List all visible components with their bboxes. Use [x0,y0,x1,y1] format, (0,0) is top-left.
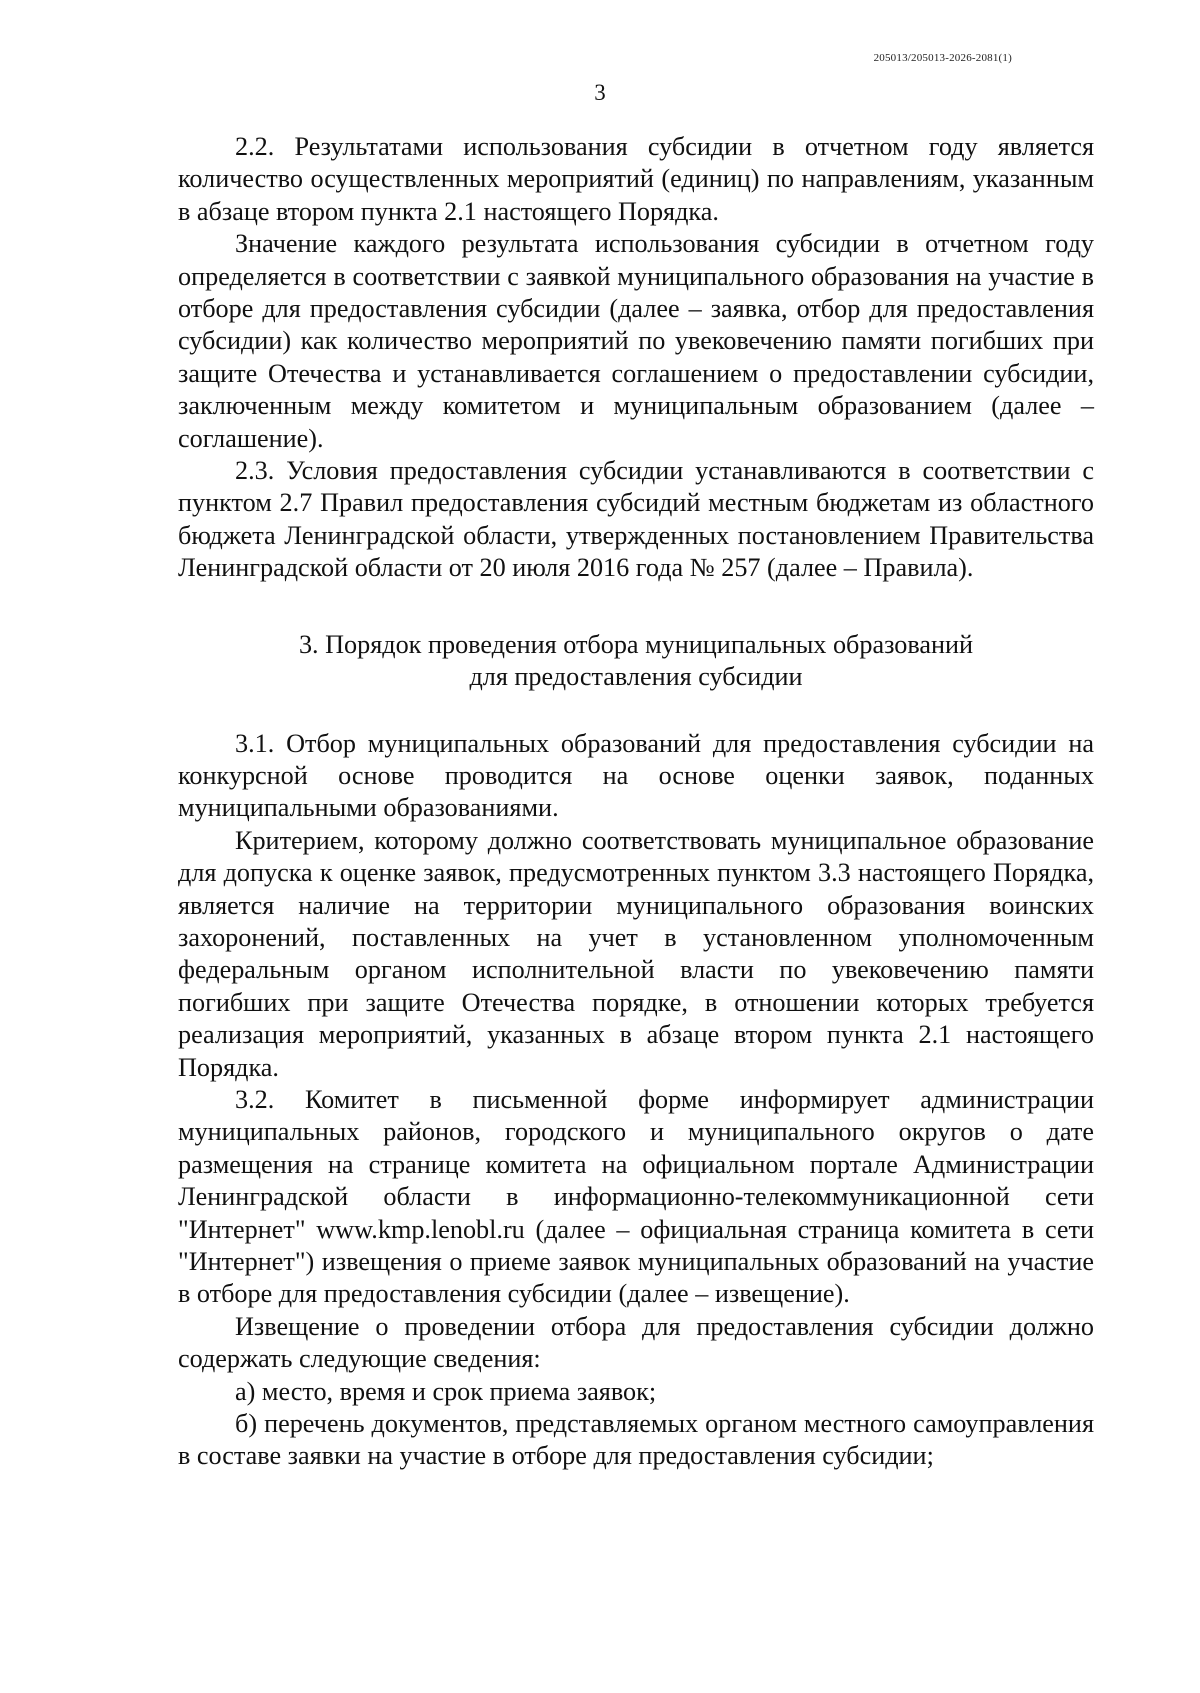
document-code: 205013/205013-2026-2081(1) [873,52,1012,64]
paragraph-3-2: 3.2. Комитет в письменной форме информирует администрации муниципальных районов, городского и муниципального округов о дате размещения на странице комитета на официальном портале Администрации Ленинградской области в информационно-телекоммуникационной сети "Интернет" www.kmp.lenobl.ru (далее – официальная страница комитета в сети "Интернет") извещения о приеме заявок муниципальных образований на участие в отборе для предоставления субсидии (далее – извещение). [178,1084,1094,1309]
list-item-b: б) перечень документов, представляемых органом местного самоуправления в составе заявки на участие в отборе для предоставления субсидии; [178,1409,1094,1471]
paragraph-notice-contents: Извещение о проведении отбора для предоставления субсидии должно содержать следующие сведения: [178,1311,1094,1374]
section-3-heading-line1: 3. Порядок проведения отбора муниципальных образований [298,629,974,659]
paragraph-3-1: 3.1. Отбор муниципальных образований для предоставления субсидии на конкурсной основе проводится на основе оценки заявок, поданных муниципальными образованиями. [178,728,1094,823]
document-body [178,131,1094,1473]
page-number: 3 [594,80,606,105]
paragraph-2-2: 2.2. Результатами использования субсидии в отчетном году является количество осуществленных мероприятий (единиц) по направлениям, указанным в абзаце втором пункта 2.1 настоящего Порядка. [178,132,1094,226]
list-item-a: а) место, время и срок приема заявок; [235,1376,657,1406]
paragraph-2-2-value: Значение каждого результата использования субсидии в отчетном году определяется в соответствии с заявкой муниципального образования на участие в отборе для предоставления субсидии (далее – заявка, отбор для предоставления субсидии) как количество мероприятий по увековечению памяти погибших при защите Отечества и устанавливается соглашением о предоставлении субсидии, заключенным между комитетом и муниципальным образованием (далее – соглашение). [178,229,1094,453]
section-3-heading-line2: для предоставления субсидии [469,662,803,692]
paragraph-3-1-criterion: Критерием, которому должно соответствовать муниципальное образование для допуска к оценке заявок, предусмотренных пунктом 3.3 настоящего Порядка, является наличие на территории муниципального образования воинских захоронений, поставленных на учет в установленном уполномоченным федеральным органом исполнительной власти по увековечению памяти погибших при защите Отечества порядке, в отношении которых требуется реализация мероприятий, указанных в абзаце втором пункта 2.1 настоящего Порядка. [178,825,1094,1082]
section-3-heading [178,629,1094,694]
paragraph-2-3: 2.3. Условия предоставления субсидии устанавливаются в соответствии с пунктом 2.7 Правил предоставления субсидий местным бюджетам из областного бюджета Ленинградской области, утвержденных постановлением Правительства Ленинградской области от 20 июля 2016 года № 257 (далее – Правила). [178,456,1094,583]
